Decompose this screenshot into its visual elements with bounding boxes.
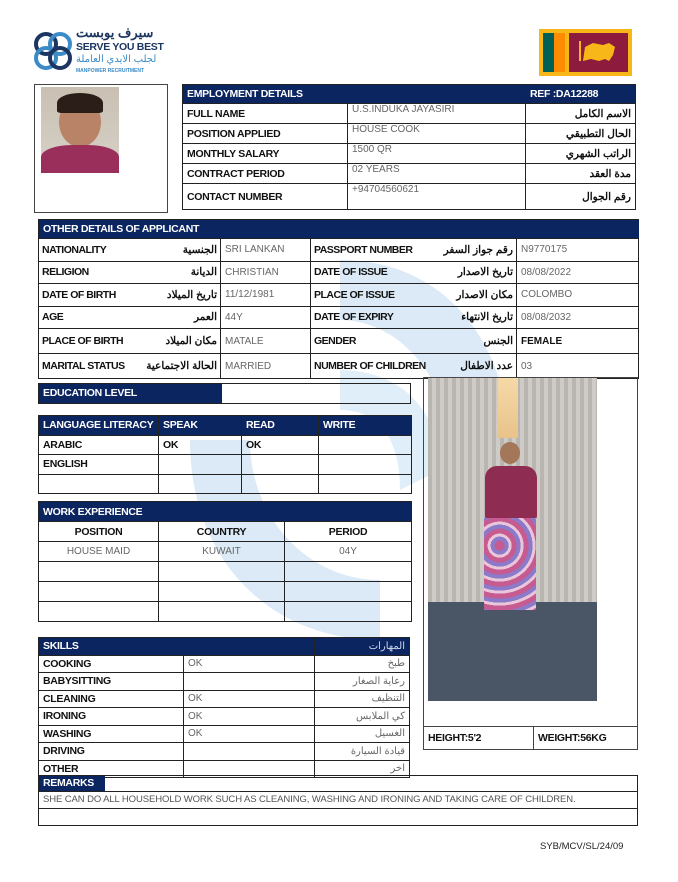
work-country: [159, 582, 285, 602]
other-right-value: 08/08/2032: [517, 306, 639, 329]
work-header-position: POSITION: [39, 522, 159, 542]
document-code: SYB/MCV/SL/24/09: [540, 841, 624, 852]
salary-arabic: الراتب الشهري: [526, 144, 636, 164]
skill-label: OTHER: [39, 760, 184, 778]
other-left-arabic: مكان الميلاد: [127, 329, 221, 354]
other-right-label: PLACE OF ISSUE: [311, 284, 439, 307]
other-left-arabic: تاريخ الميلاد: [127, 284, 221, 307]
skill-label: CLEANING: [39, 690, 184, 708]
other-right-value: FEMALE: [517, 329, 639, 354]
skills-title: SKILLS: [39, 638, 315, 656]
full-body-photo-frame: [423, 377, 638, 750]
language-header-speak: SPEAK: [159, 416, 242, 436]
table-row: [39, 542, 412, 562]
work-experience-header-row: [39, 502, 412, 522]
applicant-full-body-photo: [428, 378, 597, 701]
other-left-value: 11/12/1981: [221, 284, 311, 307]
other-left-value: SRI LANKAN: [221, 239, 311, 262]
education-level-label: EDUCATION LEVEL: [39, 384, 221, 403]
employment-details-table: [182, 84, 636, 210]
weight-value: WEIGHT:56KG: [538, 732, 607, 744]
skill-label: BABYSITTING: [39, 673, 184, 691]
other-left-value: 44Y: [221, 306, 311, 329]
employment-header-row: [183, 85, 636, 104]
other-left-label: DATE OF BIRTH: [39, 284, 127, 307]
other-left-label: NATIONALITY: [39, 239, 127, 262]
work-experience-table: [38, 501, 412, 622]
other-right-value: COLOMBO: [517, 284, 639, 307]
other-right-label: DATE OF EXPIRY: [311, 306, 439, 329]
position-arabic: الحال التطبيقي: [526, 124, 636, 144]
contract-label: CONTRACT PERIOD: [183, 164, 348, 184]
language-speak: [159, 455, 242, 475]
work-experience-title: WORK EXPERIENCE: [39, 502, 412, 522]
work-period: [285, 562, 412, 582]
language-header-write: WRITE: [319, 416, 412, 436]
other-left-arabic: الجنسية: [127, 239, 221, 262]
other-right-value: 03: [517, 354, 639, 379]
logo-english-tagline: MANPOWER RECRUITMENT: [76, 68, 145, 74]
work-country: KUWAIT: [159, 542, 285, 562]
skill-value: OK: [184, 708, 315, 726]
table-row: [39, 474, 412, 494]
skill-value: OK: [184, 725, 315, 743]
company-logo: [32, 26, 162, 78]
work-position: [39, 602, 159, 622]
language-write: [319, 455, 412, 475]
skill-label: COOKING: [39, 655, 184, 673]
position-value: HOUSE COOK: [348, 124, 526, 144]
language-read: [242, 474, 319, 494]
language-read: [242, 455, 319, 475]
language-header-literacy: LANGUAGE LITERACY: [39, 416, 159, 436]
other-right-value: N9770175: [517, 239, 639, 262]
skill-arabic: اخر: [315, 760, 410, 778]
language-header-row: [39, 416, 412, 436]
logo-english-name: SERVE YOU BEST: [76, 41, 164, 53]
contact-arabic: رقم الجوال: [526, 184, 636, 210]
table-row: [39, 655, 410, 673]
other-right-label: PASSPORT NUMBER: [311, 239, 439, 262]
table-row: [39, 239, 639, 262]
language-name: ARABIC: [39, 435, 159, 455]
table-row: [39, 673, 410, 691]
table-row: [183, 104, 636, 124]
work-position: [39, 562, 159, 582]
table-row: [39, 435, 412, 455]
table-row: [39, 562, 412, 582]
contract-arabic: مدة العقد: [526, 164, 636, 184]
education-level-value: [221, 384, 410, 403]
table-row: [39, 743, 410, 761]
contact-label: CONTACT NUMBER: [183, 184, 348, 210]
table-row: [39, 690, 410, 708]
other-left-label: RELIGION: [39, 261, 127, 284]
other-right-arabic: تاريخ الاصدار: [439, 261, 517, 284]
work-header-country: COUNTRY: [159, 522, 285, 542]
other-details-header-row: [39, 220, 639, 239]
skill-arabic: الغسيل: [315, 725, 410, 743]
language-name: ENGLISH: [39, 455, 159, 475]
other-right-arabic: رقم جواز السفر: [439, 239, 517, 262]
other-right-arabic: تاريخ الانتهاء: [439, 306, 517, 329]
other-left-arabic: الديانة: [127, 261, 221, 284]
table-row: [39, 602, 412, 622]
table-row: [39, 306, 639, 329]
education-level-row: [38, 383, 411, 404]
other-right-arabic: عدد الاطفال: [439, 354, 517, 379]
salary-label: MONTHLY SALARY: [183, 144, 348, 164]
work-period: [285, 582, 412, 602]
other-right-arabic: الجنس: [439, 329, 517, 354]
language-write: [319, 474, 412, 494]
knot-logo-icon: [32, 28, 74, 74]
skill-value: OK: [184, 690, 315, 708]
table-row: [39, 725, 410, 743]
remarks-section: [38, 775, 638, 826]
skill-arabic: كي الملابس: [315, 708, 410, 726]
skill-label: WASHING: [39, 725, 184, 743]
height-value: HEIGHT:5'2: [428, 732, 482, 744]
language-write: [319, 435, 412, 455]
skills-title-arabic: المهارات: [315, 638, 410, 656]
skill-label: IRONING: [39, 708, 184, 726]
work-position: HOUSE MAID: [39, 542, 159, 562]
language-name: [39, 474, 159, 494]
table-row: [183, 164, 636, 184]
full-name-arabic: الاسم الكامل: [526, 104, 636, 124]
remarks-title: REMARKS: [39, 776, 105, 791]
other-right-value: 08/08/2022: [517, 261, 639, 284]
work-country: [159, 602, 285, 622]
employment-title: EMPLOYMENT DETAILS: [183, 85, 526, 104]
other-left-label: AGE: [39, 306, 127, 329]
table-row: [39, 708, 410, 726]
contact-value: +94704560621: [348, 184, 526, 210]
logo-arabic-tagline: لجلب الايدي العاملة: [76, 54, 157, 65]
skill-arabic: التنظيف: [315, 690, 410, 708]
salary-value: 1500 QR: [348, 144, 526, 164]
work-country: [159, 562, 285, 582]
applicant-photo-frame: [34, 84, 168, 213]
applicant-portrait-photo: [41, 87, 119, 173]
reference-number: REF :DA12288: [526, 85, 636, 104]
table-row: [39, 354, 639, 379]
skill-arabic: طبخ: [315, 655, 410, 673]
work-header-period: PERIOD: [285, 522, 412, 542]
sri-lanka-flag-icon: [539, 29, 632, 76]
language-header-read: READ: [242, 416, 319, 436]
other-right-label: DATE OF ISSUE: [311, 261, 439, 284]
skill-value: [184, 743, 315, 761]
other-left-value: MATALE: [221, 329, 311, 354]
other-left-label: MARITAL STATUS: [39, 354, 127, 379]
other-right-label: NUMBER OF CHILDREN: [311, 354, 439, 379]
measurements-row: [424, 726, 637, 749]
full-name-label: FULL NAME: [183, 104, 348, 124]
language-speak: [159, 474, 242, 494]
other-left-value: CHRISTIAN: [221, 261, 311, 284]
other-details-table: [38, 219, 639, 379]
language-literacy-table: [38, 415, 412, 494]
table-row: [183, 124, 636, 144]
logo-arabic-name: سيرف يوبست: [76, 25, 154, 40]
table-row: [39, 284, 639, 307]
remarks-text: SHE CAN DO ALL HOUSEHOLD WORK SUCH AS CLEANING, WASHING AND IRONING AND TAKING CARE OF CHILDREN.: [43, 794, 576, 805]
skill-arabic: قيادة السيارة: [315, 743, 410, 761]
position-label: POSITION APPLIED: [183, 124, 348, 144]
full-name-value: U.S.INDUKA JAYASIRI: [348, 104, 526, 124]
other-right-label: GENDER: [311, 329, 439, 354]
other-details-title: OTHER DETAILS OF APPLICANT: [39, 220, 639, 239]
table-row: [39, 582, 412, 602]
work-position: [39, 582, 159, 602]
language-speak: OK: [159, 435, 242, 455]
other-left-arabic: الحالة الاجتماعية: [127, 354, 221, 379]
skill-label: DRIVING: [39, 743, 184, 761]
table-row: [183, 144, 636, 164]
work-columns-row: [39, 522, 412, 542]
other-left-label: PLACE OF BIRTH: [39, 329, 127, 354]
work-period: 04Y: [285, 542, 412, 562]
table-row: [39, 329, 639, 354]
other-left-value: MARRIED: [221, 354, 311, 379]
work-period: [285, 602, 412, 622]
skill-value: OK: [184, 655, 315, 673]
skills-table: [38, 637, 410, 778]
language-read: OK: [242, 435, 319, 455]
skills-header-row: [39, 638, 410, 656]
table-row: [39, 261, 639, 284]
table-row: [39, 455, 412, 475]
skill-arabic: رعاية الصغار: [315, 673, 410, 691]
table-row: [183, 184, 636, 210]
other-right-arabic: مكان الاصدار: [439, 284, 517, 307]
other-left-arabic: العمر: [127, 306, 221, 329]
skill-value: [184, 673, 315, 691]
contract-value: 02 YEARS: [348, 164, 526, 184]
